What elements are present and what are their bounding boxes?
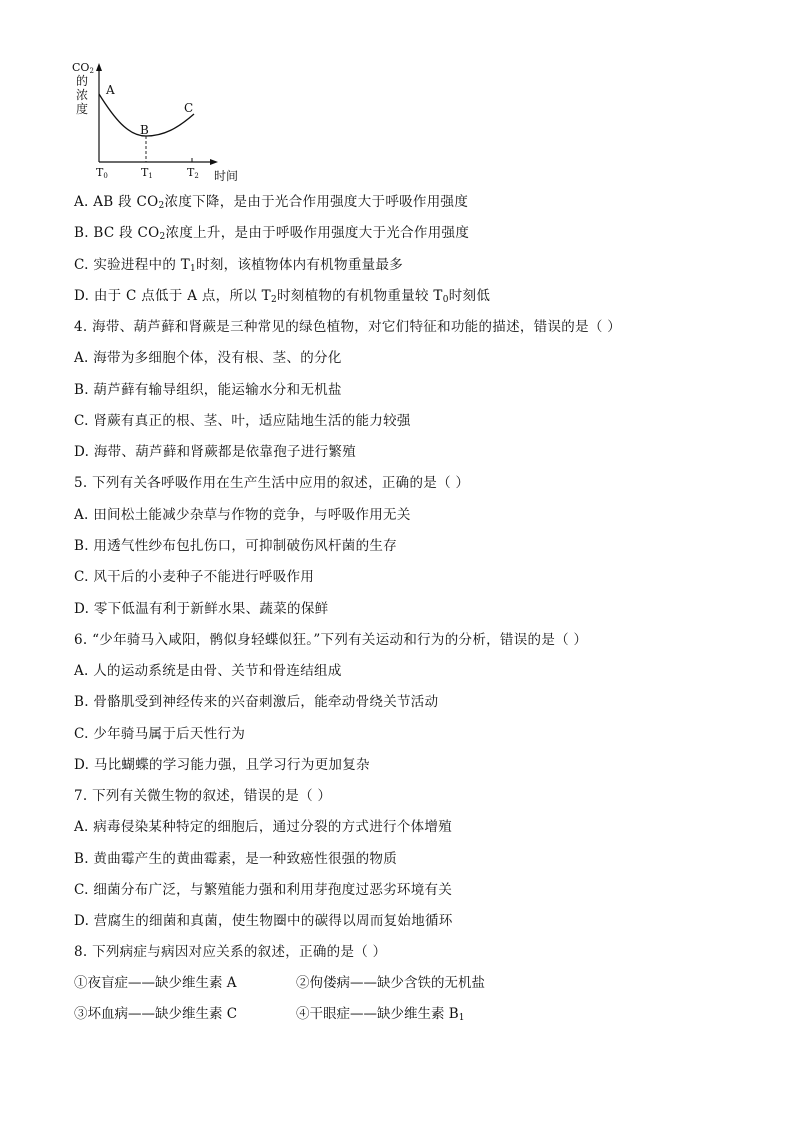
- q7-option-b: B. 黄曲霉产生的黄曲霉素，是一种致癌性很强的物质: [74, 851, 398, 867]
- q3-option-a: A. AB 段 $CO_2$浓度下降，是由于光合作用强度大于呼吸作用强度: [74, 194, 469, 211]
- q8-item-1: ①夜盲症——缺少维生素 A: [74, 975, 237, 991]
- x-tick-t2: T2: [187, 166, 199, 180]
- q7-option-c: C. 细菌分布广泛，与繁殖能力强和利用芽孢度过恶劣环境有关: [74, 882, 453, 898]
- q5-option-b: B. 用透气性纱布包扎伤口，可抑制破伤风杆菌的生存: [74, 538, 398, 554]
- q7-option-a: A. 病毒侵染某种特定的细胞后，通过分裂的方式进行个体增殖: [74, 819, 453, 835]
- point-c-label: C: [184, 101, 194, 115]
- x-tick-t0: T0: [96, 166, 108, 180]
- q4-option-b: B. 葫芦藓有输导组织，能运输水分和无机盐: [74, 382, 342, 398]
- y-axis-arrow: [96, 63, 102, 71]
- q5-option-d: D. 零下低温有利于新鲜水果、蔬菜的保鲜: [74, 601, 329, 617]
- point-a-label: A: [106, 83, 115, 97]
- q8-items-row-2: [74, 1005, 554, 1027]
- q5-option-c: C. 风干后的小麦种子不能进行呼吸作用: [74, 569, 315, 585]
- q7-option-d: D. 营腐生的细菌和真菌，使生物圈中的碳得以周而复始地循环: [74, 913, 453, 929]
- y-axis-label-nong: 浓: [76, 88, 89, 102]
- q4-option-c: C. 肾蕨有真正的根、茎、叶，适应陆地生活的能力较强: [74, 413, 411, 429]
- q3-option-d: D. 由于 C 点低于 A 点，所以 $T_2$时刻植物的有机物重量较 $T_0$时刻低: [74, 288, 491, 305]
- q6-option-b: B. 骨骼肌受到神经传来的兴奋刺激后，能牵动骨绕关节活动: [74, 694, 439, 710]
- q6-option-c: C. 少年骑马属于后天性行为: [74, 726, 246, 742]
- point-b-label: B: [140, 123, 149, 137]
- y-axis-label-de: 的: [76, 74, 89, 88]
- x-tick-t1: T1: [141, 166, 153, 180]
- y-axis-label-du: 度: [76, 102, 89, 116]
- q5-option-a: A. 田间松土能减少杂草与作物的竞争，与呼吸作用无关: [74, 507, 411, 523]
- q6-option-a: A. 人的运动系统是由骨、关节和骨连结组成: [74, 663, 342, 679]
- q8-item-4: ④干眼症——缺少维生素 $B_1$: [296, 1006, 465, 1023]
- x-axis-label: 时间: [214, 169, 239, 183]
- q3-option-c: C. 实验进程中的 $T_1$时刻，该植物体内有机物重量最多: [74, 257, 404, 274]
- co2-curve-svg: [66, 58, 256, 188]
- q4-stem: 4. 海带、葫芦藓和肾蕨是三种常见的绿色植物，对它们特征和功能的描述，错误的是（ ）: [74, 319, 622, 335]
- q4-option-a: A. 海带为多细胞个体，没有根、茎、的分化: [74, 350, 342, 366]
- q6-stem: 6. “少年骑马入咸阳，鹘似身轻蝶似狂。”下列有关运动和行为的分析，错误的是（ ）: [74, 632, 588, 648]
- q6-option-d: D. 马比蝴蝶的学习能力强，且学习行为更加复杂: [74, 757, 370, 773]
- q8-stem: 8. 下列病症与病因对应关系的叙述，正确的是（ ）: [74, 944, 387, 960]
- q4-option-d: D. 海带、葫芦藓和肾蕨都是依靠孢子进行繁殖: [74, 444, 357, 460]
- co2-curve-figure: [66, 58, 256, 188]
- q8-item-2: ②佝偻病——缺少含铁的无机盐: [296, 975, 485, 991]
- y-axis-label-co: CO2: [72, 61, 94, 75]
- q8-item-3: ③坏血病——缺少维生素 C: [74, 1006, 238, 1022]
- q8-items-row-1: [74, 974, 554, 992]
- x-axis-arrow: [210, 159, 218, 165]
- q7-stem: 7. 下列有关微生物的叙述，错误的是（ ）: [74, 788, 332, 804]
- q3-option-b: B. BC 段 $CO_2$浓度上升，是由于呼吸作用强度大于光合作用强度: [74, 225, 470, 242]
- q5-stem: 5. 下列有关各呼吸作用在生产生活中应用的叙述，正确的是（ ）: [74, 475, 470, 491]
